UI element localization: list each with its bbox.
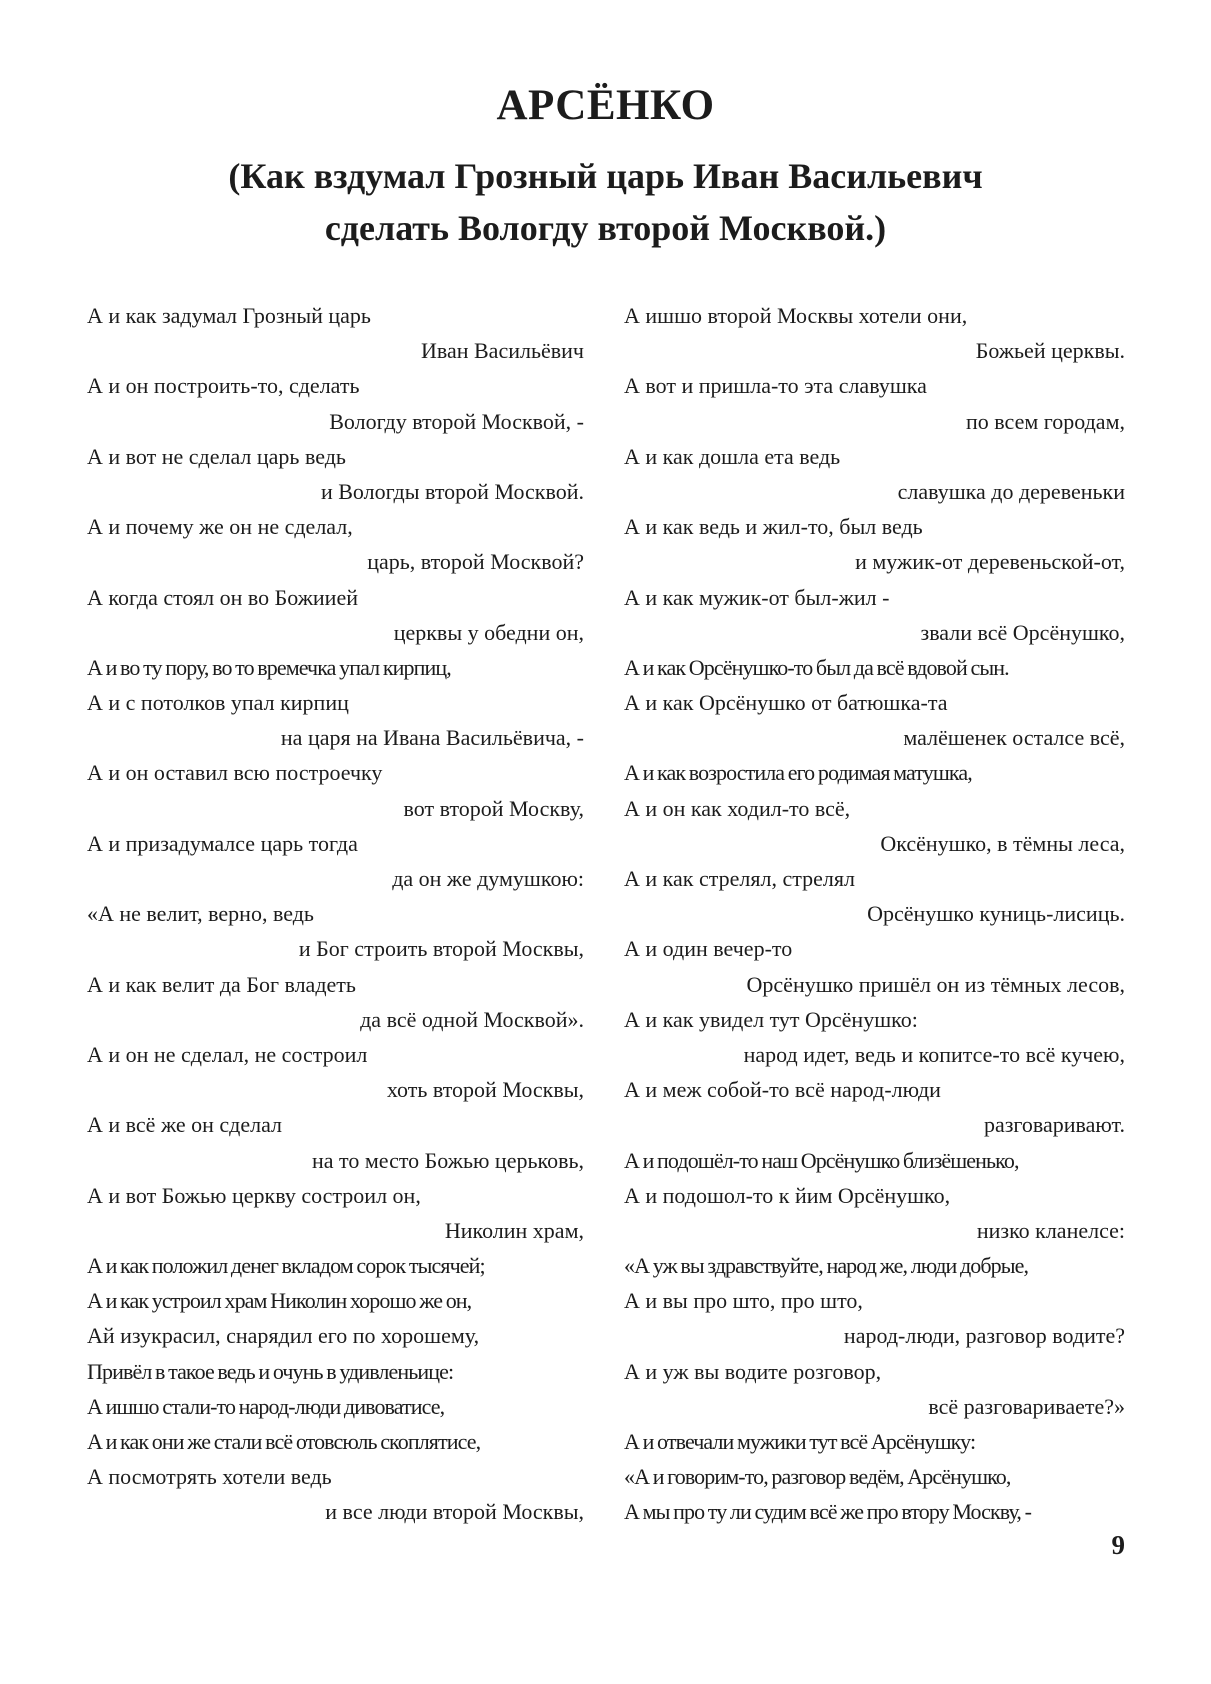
verse-line: А посмотрять хотели ведь (87, 1464, 332, 1490)
verse-line: А и как стрелял, стрелял (624, 866, 855, 891)
verse-line: разговаривают. (983, 1112, 1125, 1138)
verse-line: хоть второй Москвы, (386, 1077, 584, 1103)
verse-line: Иван Васильёвич (420, 338, 584, 364)
verse-line: Привёл в такое ведь и очунь в удивленьице: (87, 1358, 454, 1384)
verse-line: А и призадумалсе царь тогда (87, 830, 358, 856)
verse-line: царь, второй Москвой? (367, 549, 584, 575)
verse-line: «А не велит, верно, ведь (87, 901, 314, 927)
verse-line: вот второй Москву, (403, 795, 584, 821)
verse-line: А и подошёл-то наш Орсёнушко близёшенько, (624, 1147, 1019, 1173)
verse-line: Оксёнушко, в тёмны леса, (880, 830, 1125, 856)
verse-line: А и как дошла ета ведь (624, 443, 841, 469)
verse-line: низко кланелсе: (976, 1217, 1125, 1243)
verse-line: А и с потолков упал кирпиц (87, 690, 349, 716)
verse-line: А и во ту пору, во то времечка упал кирпиц, (87, 654, 451, 680)
verse-line: Божьей церквы. (975, 338, 1125, 364)
verse-line: А и он не сделал, не сострoил (87, 1041, 368, 1067)
verse-line: А и отвечали мужики тут всё Арсёнушку: (624, 1429, 976, 1454)
verse-line: да он же думушкою: (392, 866, 584, 891)
verse-line: А и как Орсёнушко-то был да всё вдовой сын. (624, 654, 1009, 680)
verse-line: А и почему же он не сделал, (87, 514, 353, 540)
verse-line: церквы у обедни он, (393, 619, 584, 645)
verse-line: А и уж вы водите розговор, (624, 1358, 882, 1384)
verse-line: А и всё же он сделал (87, 1112, 283, 1138)
verse-line: и Бог строить второй Москвы, (298, 936, 584, 962)
verse-line: и все люди второй Москвы, (325, 1499, 584, 1525)
verse-line: звали всё Орсёнушко, (920, 619, 1125, 645)
page-subtitle (0, 150, 1211, 254)
verse-line: А и как мужик-от был-жил - (624, 584, 890, 610)
verse-line: народ идет, ведь и копитсе-то всё кучею, (743, 1041, 1125, 1067)
verse-line: А и вот не сделал царь ведь (87, 443, 346, 469)
verse-line: А и он как ходил-то всё, (624, 795, 851, 821)
verse-line: А вот и пришла-то эта славушка (624, 373, 927, 399)
verse-line: А и как задумал Грозный царь (87, 303, 371, 328)
verse-line: Николин храм, (444, 1217, 584, 1243)
verse-line: «А уж вы здравствуйте, народ же, люди добрые, (624, 1253, 1029, 1279)
verse-line: и мужик-от деревеньской-от, (855, 549, 1125, 575)
subtitle-line: (Как вздумал Грозный царь Иван Васильевич (228, 156, 983, 196)
verse-line: и Вологды второй Москвой. (320, 478, 584, 504)
verse-line: А и как положил денег вкладом сорок тысячей; (87, 1253, 485, 1279)
verse-line: Орсёнушко пришёл он из тёмных лесов, (746, 971, 1125, 997)
verse-line: народ-люди, разговор водите? (843, 1323, 1125, 1349)
verse-line: всё разговариваете?» (928, 1393, 1125, 1419)
verse-line: А и меж собой-то всё народ-люди (624, 1077, 941, 1103)
verse-line: А и он построить-то, сделать (87, 373, 360, 399)
page-number: 9 (1111, 1530, 1125, 1560)
verse-line: А и как ведь и жил-то, был ведь (624, 514, 923, 540)
verse-line: славушка до деревеньки (897, 478, 1125, 504)
verse-line: А и как возростила его родимая матушка, (624, 760, 972, 786)
left-column (87, 298, 584, 1530)
page-title: АРСЁНКО (496, 82, 715, 129)
verse-line: на царя на Ивана Васильёвича, - (280, 725, 584, 751)
verse-line: А и он оставил всю построечку (87, 760, 383, 786)
subtitle-line: сделать Вологду второй Москвой.) (324, 208, 887, 248)
verse-line: Вологду второй Москвой, - (329, 408, 584, 434)
verse-line: Орсёнушко куниць-лисиць. (867, 901, 1125, 927)
right-column (624, 298, 1125, 1530)
verse-line: А и как они же стали всё отовсюль скоплятисе, (87, 1429, 481, 1454)
verse-line: А и один вечер-то (624, 936, 793, 962)
verse-line: по всем городам, (966, 408, 1125, 434)
verse-line: А ишшо стали-то народ-люди дивоватисе, (87, 1393, 445, 1419)
verse-line: А и как велит да Бог владеть (87, 971, 356, 997)
verse-line: А и вот Божью церкву сострoил он, (87, 1182, 421, 1208)
verse-line: на то место Божью церьковь, (311, 1147, 584, 1173)
verse-line: Ай изукрасил, снарядил его по хорошему, (87, 1323, 480, 1349)
verse-line: А мы про ту ли судим всё же про втору Москву, - (624, 1499, 1032, 1525)
verse-line: А ишшо второй Москвы хотели они, (624, 303, 968, 328)
verse-line: «А и говорим-то, разговор ведём, Арсёнушко, (624, 1464, 1011, 1490)
verse-line: А и как Орсёнушко от батюшка-та (624, 690, 948, 716)
verse-line: А и подошол-то к йим Орсёнушко, (624, 1182, 951, 1208)
verse-line: малёшенек осталсе всё, (903, 725, 1125, 751)
verse-line: А и вы про што, про што, (624, 1288, 863, 1314)
verse-line: да всё одной Москвой». (360, 1006, 584, 1032)
verse-line: А когда стоял он во Божиией (87, 584, 358, 610)
verse-line: А и как устроил храм Николин хорошо же он, (87, 1288, 472, 1314)
verse-line: А и как увидел тут Орсёнушко: (624, 1006, 918, 1032)
